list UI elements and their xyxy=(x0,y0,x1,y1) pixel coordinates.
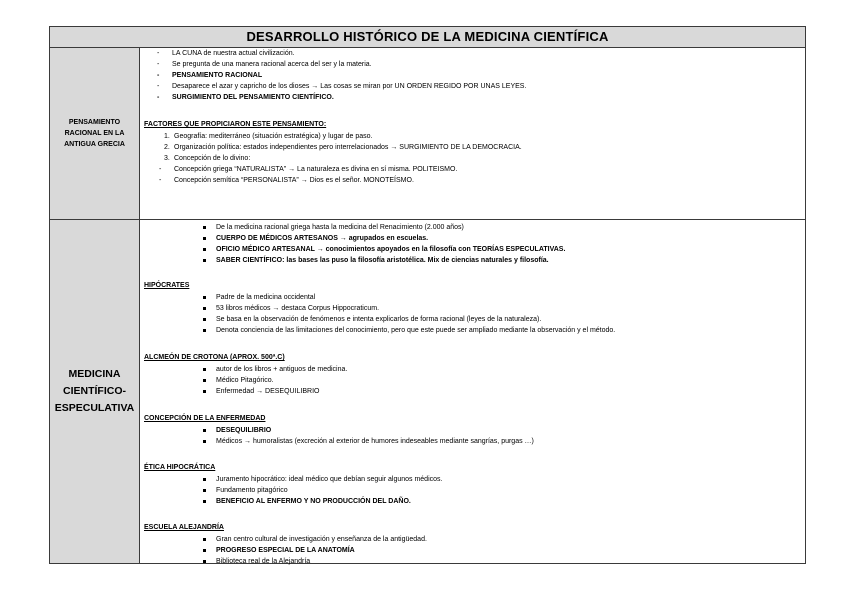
section-label-line: CIENTÍFICO- xyxy=(62,385,126,397)
list-item xyxy=(216,486,288,495)
subsection-heading: HIPÓCRATES xyxy=(144,282,190,289)
list-item-text: Gran centro cultural de investigación y enseñanza de la antigüedad. xyxy=(216,536,427,543)
bullet-icon xyxy=(203,237,206,240)
numbered-item: Concepción de lo divino: xyxy=(174,155,251,162)
list-item xyxy=(216,326,615,335)
list-item xyxy=(216,426,271,435)
section-label-line: ANTIGUA GRECIA xyxy=(64,141,125,148)
bullet-icon xyxy=(203,478,206,481)
list-item xyxy=(216,365,347,374)
section-label-line: PENSAMIENTO xyxy=(68,119,121,126)
bullet-icon xyxy=(203,259,206,262)
page-title: DESARROLLO HISTÓRICO DE LA MEDICINA CIENTÍFICA xyxy=(50,27,805,48)
list-item: - Concepción griega “NATURALISTA” → La naturaleza es divina en sí misma. POLITEISMO. xyxy=(174,165,457,174)
numbered-item: Organización política: estados independientes pero interrelacionados → SURGIMIENTO DE LA DEMOCRACIA. xyxy=(174,144,522,151)
list-item-text: BENEFICIO AL ENFERMO Y NO PRODUCCIÓN DEL DAÑO. xyxy=(216,498,411,505)
list-item: - PENSAMIENTO RACIONAL xyxy=(172,71,262,80)
bullet-icon xyxy=(203,248,206,251)
list-item xyxy=(216,293,315,302)
list-item xyxy=(216,315,541,324)
list-item-text: OFICIO MÉDICO ARTESANAL → conocimientos apoyados en la filosofía con TEORÍAS ESPECULATIVAS. xyxy=(216,246,566,253)
list-item-text: DESEQUILIBRIO xyxy=(216,427,272,434)
bullet-icon xyxy=(203,549,206,552)
list-item-text: Juramento hipocrático: ideal médico que debían seguir algunos médicos. xyxy=(216,476,443,483)
list-item-text: De la medicina racional griega hasta la medicina del Renacimiento (2.000 años) xyxy=(216,224,464,231)
section-label-line: RACIONAL EN LA xyxy=(64,130,125,137)
bullet-icon xyxy=(203,318,206,321)
list-item-text: Denota conciencia de las limitaciones del conocimiento, pero que este puede ser ampliado mediante la observación y el método. xyxy=(216,327,616,334)
section-row-speculative-medicine xyxy=(50,220,805,563)
bullet-icon xyxy=(203,296,206,299)
list-item: - SURGIMIENTO DEL PENSAMIENTO CIENTÍFICO. xyxy=(172,93,334,102)
bullet-icon xyxy=(203,429,206,432)
list-item-text: Se basa en la observación de fenómenos e intenta explicarlos de forma racional (leyes de la naturaleza). xyxy=(216,316,542,323)
bullet-icon xyxy=(203,379,206,382)
list-item: - LA CUNA de nuestra actual civilización. xyxy=(172,49,295,58)
list-item xyxy=(216,256,549,265)
list-item xyxy=(216,304,379,313)
section-content xyxy=(140,220,805,563)
bullet-icon xyxy=(203,538,206,541)
bullet-icon xyxy=(203,500,206,503)
bullet-icon xyxy=(203,390,206,393)
subsection-heading: ALCMEÓN DE CROTONA (APROX. 500ª.C) xyxy=(144,354,285,361)
list-item-text: Enfermedad → DESEQUILIBRIO xyxy=(216,388,320,395)
section-label xyxy=(50,48,140,219)
list-item-text: Fundamento pitagórico xyxy=(216,487,288,494)
section-label-line: MEDICINA xyxy=(68,368,121,380)
list-item xyxy=(216,234,428,243)
bullet-icon xyxy=(203,440,206,443)
bullet-icon xyxy=(203,489,206,492)
subsection-heading: CONCEPCIÓN DE LA ENFERMEDAD xyxy=(144,415,266,422)
list-item-text: Médicos → humoralistas (excreción al exterior de humores indeseables mediante sangrías, purgas …) xyxy=(216,438,534,445)
list-item xyxy=(216,245,565,254)
list-item-text: Padre de la medicina occidental xyxy=(216,294,316,301)
list-item xyxy=(216,387,319,396)
list-item xyxy=(216,223,464,232)
section-heading: FACTORES QUE PROPICIARON ESTE PENSAMIENTO: xyxy=(144,121,327,128)
bullet-icon xyxy=(203,560,206,563)
document-table xyxy=(49,26,806,564)
list-item-text: Médico Pitagórico. xyxy=(216,377,274,384)
list-item-text: CUERPO DE MÉDICOS ARTESANOS → agrupados en escuelas. xyxy=(216,235,429,242)
list-item: - Concepción semítica “PERSONALISTA” → Dios es el señor. MONOTEÍSMO. xyxy=(174,176,414,185)
bullet-icon xyxy=(203,329,206,332)
subsection-heading: ÉTICA HIPOCRÁTICA xyxy=(144,464,216,471)
list-item-text: SABER CIENTÍFICO: las bases las puso la filosofía aristotélica. Mix de ciencias naturales y filosofía. xyxy=(216,257,549,264)
list-item xyxy=(216,546,355,555)
list-item: - Se pregunta de una manera racional acerca del ser y la materia. xyxy=(172,60,372,69)
list-item xyxy=(216,497,411,506)
list-item-text: 53 libros médicos → destaca Corpus Hippocraticum. xyxy=(216,305,380,312)
list-item xyxy=(216,437,534,446)
bullet-icon xyxy=(203,307,206,310)
list-item-text: PROGRESO ESPECIAL DE LA ANATOMÍA xyxy=(216,547,355,554)
list-item xyxy=(216,535,427,544)
list-item: - Desaparece el azar y capricho de los dioses → Las cosas se miran por UN ORDEN REGIDO POR UNAS LEYES. xyxy=(172,82,526,91)
list-item-text: Biblioteca real de la Alejandría xyxy=(216,558,311,565)
section-label xyxy=(50,220,140,563)
section-label-line: ESPECULATIVA xyxy=(54,402,135,414)
list-item xyxy=(216,376,274,385)
list-item xyxy=(216,557,310,566)
numbered-item-number: 3. xyxy=(164,155,170,162)
section-content xyxy=(140,48,805,219)
bullet-icon xyxy=(203,368,206,371)
subsection-heading: ESCUELA ALEJANDRÍA xyxy=(144,524,224,531)
bullet-icon xyxy=(203,226,206,229)
numbered-item-number: 1. xyxy=(164,133,170,140)
section-row-greek-thought xyxy=(50,48,805,220)
list-item-text: autor de los libros + antiguos de medicina. xyxy=(216,366,348,373)
numbered-item: Geografía: mediterráneo (situación estratégica) y lugar de paso. xyxy=(174,133,373,140)
list-item xyxy=(216,475,442,484)
numbered-item-number: 2. xyxy=(164,144,170,151)
